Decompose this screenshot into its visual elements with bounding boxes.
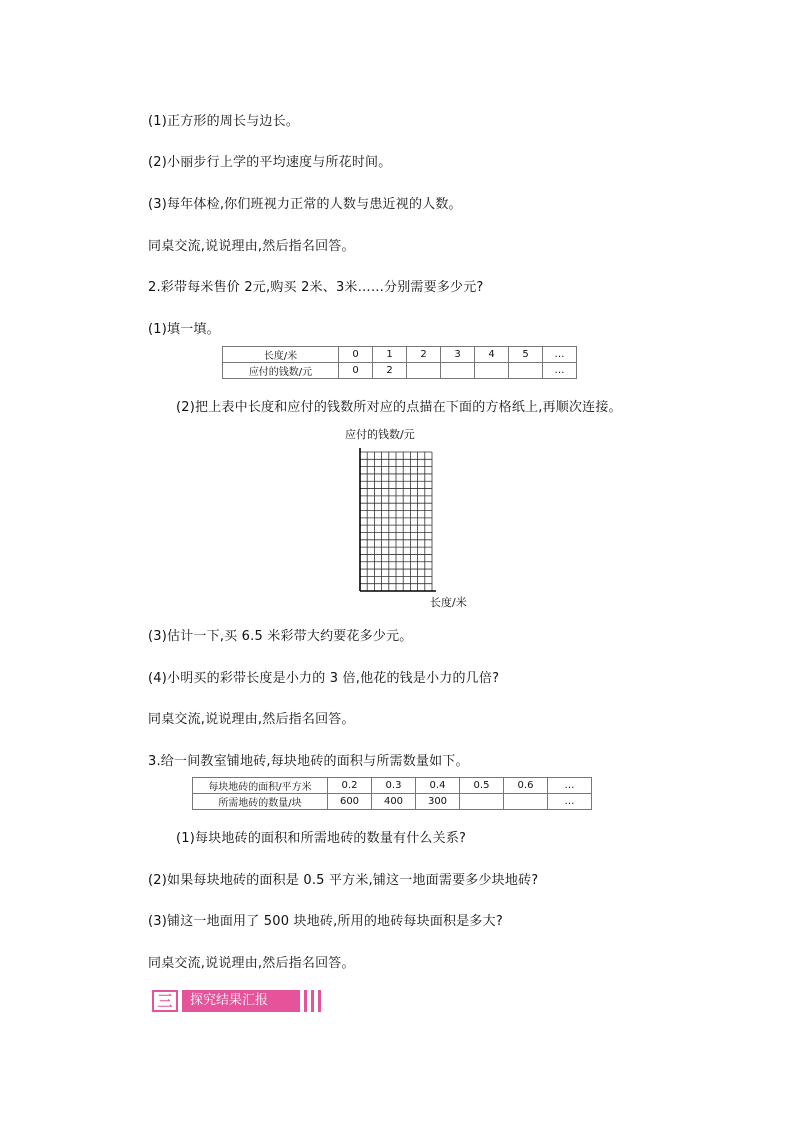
q1-item-2: (2)小丽步行上学的平均速度与所花时间。 [148, 155, 392, 170]
table-row [223, 347, 577, 363]
q2-sub-2: (2)把上表中长度和应付的钱数所对应的点描在下面的方格纸上,再顺次连接。 [176, 400, 622, 415]
q2-sub-3: (3)估计一下,买 6.5 米彩带大约要花多少元。 [148, 629, 413, 644]
table-row-header: 应付的钱数/元 [223, 363, 339, 379]
table-cell: 5 [509, 347, 543, 363]
table-cell: … [543, 347, 577, 363]
q1-item-1: (1)正方形的周长与边长。 [148, 114, 300, 129]
table-cell [441, 363, 475, 379]
price-table [222, 346, 577, 379]
table-cell: 600 [328, 794, 372, 810]
graph-grid [356, 448, 438, 594]
q3-title: 3.给一间教室铺地砖,每块地砖的面积与所需数量如下。 [148, 754, 469, 769]
table-cell: 0.4 [416, 778, 460, 794]
table-cell: 0 [339, 363, 373, 379]
section-number: 三 [152, 990, 178, 1012]
table-cell: 0.2 [328, 778, 372, 794]
table-cell: 1 [373, 347, 407, 363]
q2-discuss: 同桌交流,说说理由,然后指名回答。 [148, 712, 355, 727]
grid-x-label: 长度/米 [430, 596, 467, 609]
table-cell: 2 [407, 347, 441, 363]
q2-title: 2.彩带每米售价 2元,购买 2米、3米……分别需要多少元? [148, 280, 484, 295]
section-title: 探究结果汇报 [182, 990, 300, 1012]
table-row-header: 长度/米 [223, 347, 339, 363]
table-cell [475, 363, 509, 379]
table-row-header: 每块地砖的面积/平方米 [193, 778, 328, 794]
table-row [193, 794, 592, 810]
banner-stripe [304, 990, 307, 1012]
table-cell [460, 794, 504, 810]
table-cell: … [548, 778, 592, 794]
table-cell [509, 363, 543, 379]
grid-y-label: 应付的钱数/元 [345, 428, 415, 441]
q1-discuss: 同桌交流,说说理由,然后指名回答。 [148, 239, 355, 254]
table-cell: … [543, 363, 577, 379]
table-cell [504, 794, 548, 810]
table-cell: 0.3 [372, 778, 416, 794]
q3-sub-3: (3)铺这一地面用了 500 块地砖,所用的地砖每块面积是多大? [148, 914, 503, 929]
banner-stripe [318, 990, 321, 1012]
q1-item-3: (3)每年体检,你们班视力正常的人数与患近视的人数。 [148, 197, 462, 212]
table-cell: 4 [475, 347, 509, 363]
q3-sub-2: (2)如果每块地砖的面积是 0.5 平方米,铺这一地面需要多少块地砖? [148, 873, 539, 888]
q3-sub-1: (1)每块地砖的面积和所需地砖的数量有什么关系? [176, 831, 467, 846]
table-cell: 2 [373, 363, 407, 379]
q2-sub-1: (1)填一填。 [148, 322, 220, 337]
q3-discuss: 同桌交流,说说理由,然后指名回答。 [148, 956, 355, 971]
table-cell: 3 [441, 347, 475, 363]
table-cell: 0.5 [460, 778, 504, 794]
table-cell: 0.6 [504, 778, 548, 794]
table-cell [407, 363, 441, 379]
table-row [223, 363, 577, 379]
table-row [193, 778, 592, 794]
table-row-header: 所需地砖的数量/块 [193, 794, 328, 810]
tile-table [192, 777, 592, 810]
q2-sub-4: (4)小明买的彩带长度是小力的 3 倍,他花的钱是小力的几倍? [148, 671, 500, 686]
table-cell: … [548, 794, 592, 810]
banner-stripe [311, 990, 314, 1012]
section-banner [152, 990, 326, 1012]
table-cell: 300 [416, 794, 460, 810]
table-cell: 400 [372, 794, 416, 810]
table-cell: 0 [339, 347, 373, 363]
